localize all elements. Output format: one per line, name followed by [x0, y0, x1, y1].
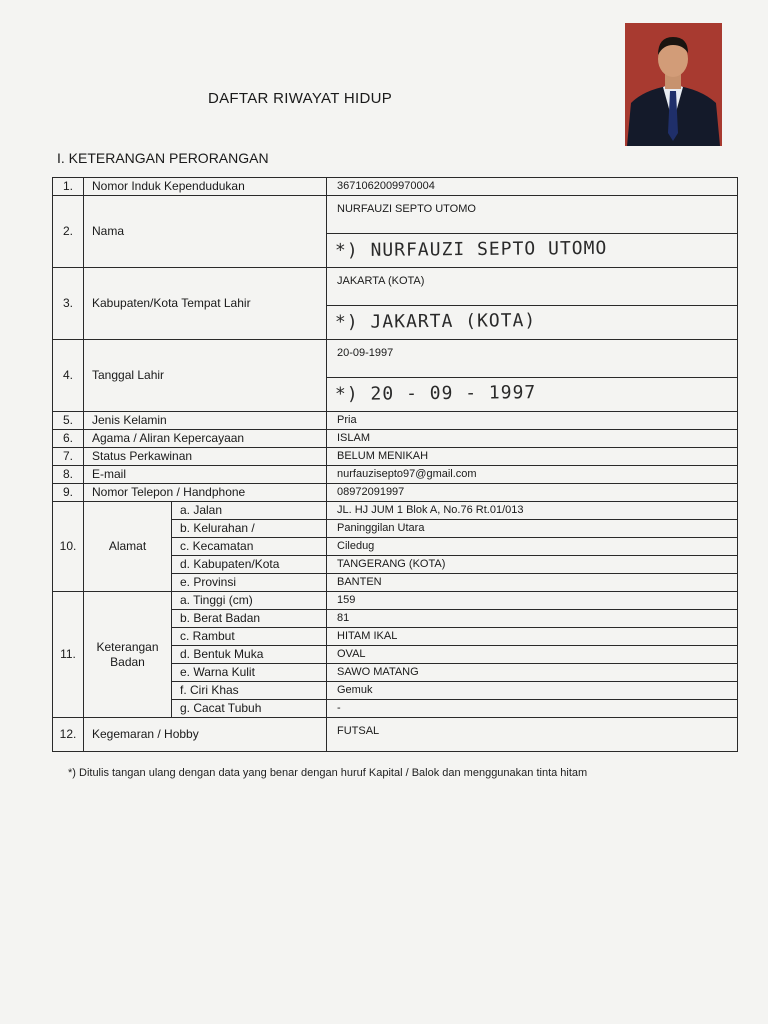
field-label: Jenis Kelamin: [84, 412, 327, 430]
field-label: Agama / Aliran Kepercayaan: [84, 430, 327, 448]
table-row: [53, 592, 738, 610]
field-label: Status Perkawinan: [84, 448, 327, 466]
handwritten-value: *) JAKARTA (KOTA): [327, 306, 738, 340]
field-value: TANGERANG (KOTA): [327, 556, 738, 574]
sub-field-label: g. Cacat Tubuh: [172, 700, 327, 718]
biodata-table: [52, 177, 738, 752]
row-number: 2.: [53, 196, 84, 268]
field-value: SAWO MATANG: [327, 664, 738, 682]
field-value: Pria: [327, 412, 738, 430]
sub-field-label: c. Rambut: [172, 628, 327, 646]
table-row: [53, 430, 738, 448]
row-number: 1.: [53, 178, 84, 196]
field-label: E-mail: [84, 466, 327, 484]
field-label-line: Badan: [110, 654, 145, 669]
field-value: NURFAUZI SEPTO UTOMO: [327, 196, 738, 234]
sub-field-label: c. Kecamatan: [172, 538, 327, 556]
sub-field-label: d. Bentuk Muka: [172, 646, 327, 664]
table-row: [53, 502, 738, 520]
field-label: Alamat: [84, 502, 172, 592]
field-label: Kabupaten/Kota Tempat Lahir: [84, 268, 327, 340]
sub-field-label: e. Provinsi: [172, 574, 327, 592]
handwritten-value: *) NURFAUZI SEPTO UTOMO: [327, 234, 738, 268]
sub-field-label: b. Berat Badan: [172, 610, 327, 628]
table-row: [53, 340, 738, 378]
row-number: 6.: [53, 430, 84, 448]
table-row: [53, 448, 738, 466]
row-number: 4.: [53, 340, 84, 412]
field-value: FUTSAL: [327, 718, 738, 752]
table-row: [53, 484, 738, 502]
row-number: 7.: [53, 448, 84, 466]
field-value: nurfauziseptо97@gmail.com: [327, 466, 738, 484]
field-value: 08972091997: [327, 484, 738, 502]
field-value: HITAM IKAL: [327, 628, 738, 646]
row-number: 3.: [53, 268, 84, 340]
field-value: JL. HJ JUM 1 Blok A, No.76 Rt.01/013: [327, 502, 738, 520]
field-value: ISLAM: [327, 430, 738, 448]
field-label: Tanggal Lahir: [84, 340, 327, 412]
row-number: 5.: [53, 412, 84, 430]
field-value: BELUM MENIKAH: [327, 448, 738, 466]
field-value: 81: [327, 610, 738, 628]
field-value: Ciledug: [327, 538, 738, 556]
row-number: 12.: [53, 718, 84, 752]
field-label: Nomor Telepon / Handphone: [84, 484, 327, 502]
field-value: 20-09-1997: [327, 340, 738, 378]
document-title: DAFTAR RIWAYAT HIDUP: [208, 90, 393, 107]
field-value: -: [327, 700, 738, 718]
field-value: 159: [327, 592, 738, 610]
field-value: OVAL: [327, 646, 738, 664]
field-label-line: Keterangan: [96, 639, 159, 654]
table-row: [53, 466, 738, 484]
field-label: Nomor Induk Kependudukan: [84, 178, 327, 196]
table-row: [53, 718, 738, 752]
handwritten-value: *) 20 - 09 - 1997: [327, 378, 738, 412]
field-value: Paninggilan Utara: [327, 520, 738, 538]
row-number: 11.: [53, 592, 84, 718]
field-value: BANTEN: [327, 574, 738, 592]
sub-field-label: b. Kelurahan /: [172, 520, 327, 538]
field-label: Kegemaran / Hobby: [84, 718, 327, 752]
row-number: 9.: [53, 484, 84, 502]
sub-field-label: e. Warna Kulit: [172, 664, 327, 682]
footnote: *) Ditulis tangan ulang dengan data yang benar dengan huruf Kapital / Balok dan menggunakan tinta hitam: [68, 767, 588, 779]
table-row: [53, 268, 738, 306]
sub-field-label: a. Jalan: [172, 502, 327, 520]
sub-field-label: a. Tinggi (cm): [172, 592, 327, 610]
field-value: Gemuk: [327, 682, 738, 700]
field-value: 3671062009970004: [327, 178, 738, 196]
profile-photo: [625, 23, 722, 146]
section-heading: I. KETERANGAN PERORANGAN: [57, 150, 269, 166]
sub-field-label: f. Ciri Khas: [172, 682, 327, 700]
row-number: 10.: [53, 502, 84, 592]
field-label: Nama: [84, 196, 327, 268]
row-number: 8.: [53, 466, 84, 484]
table-row: [53, 178, 738, 196]
sub-field-label: d. Kabupaten/Kota: [172, 556, 327, 574]
table-row: [53, 412, 738, 430]
field-value: JAKARTA (KOTA): [327, 268, 738, 306]
field-label: [84, 592, 172, 718]
table-row: [53, 196, 738, 234]
